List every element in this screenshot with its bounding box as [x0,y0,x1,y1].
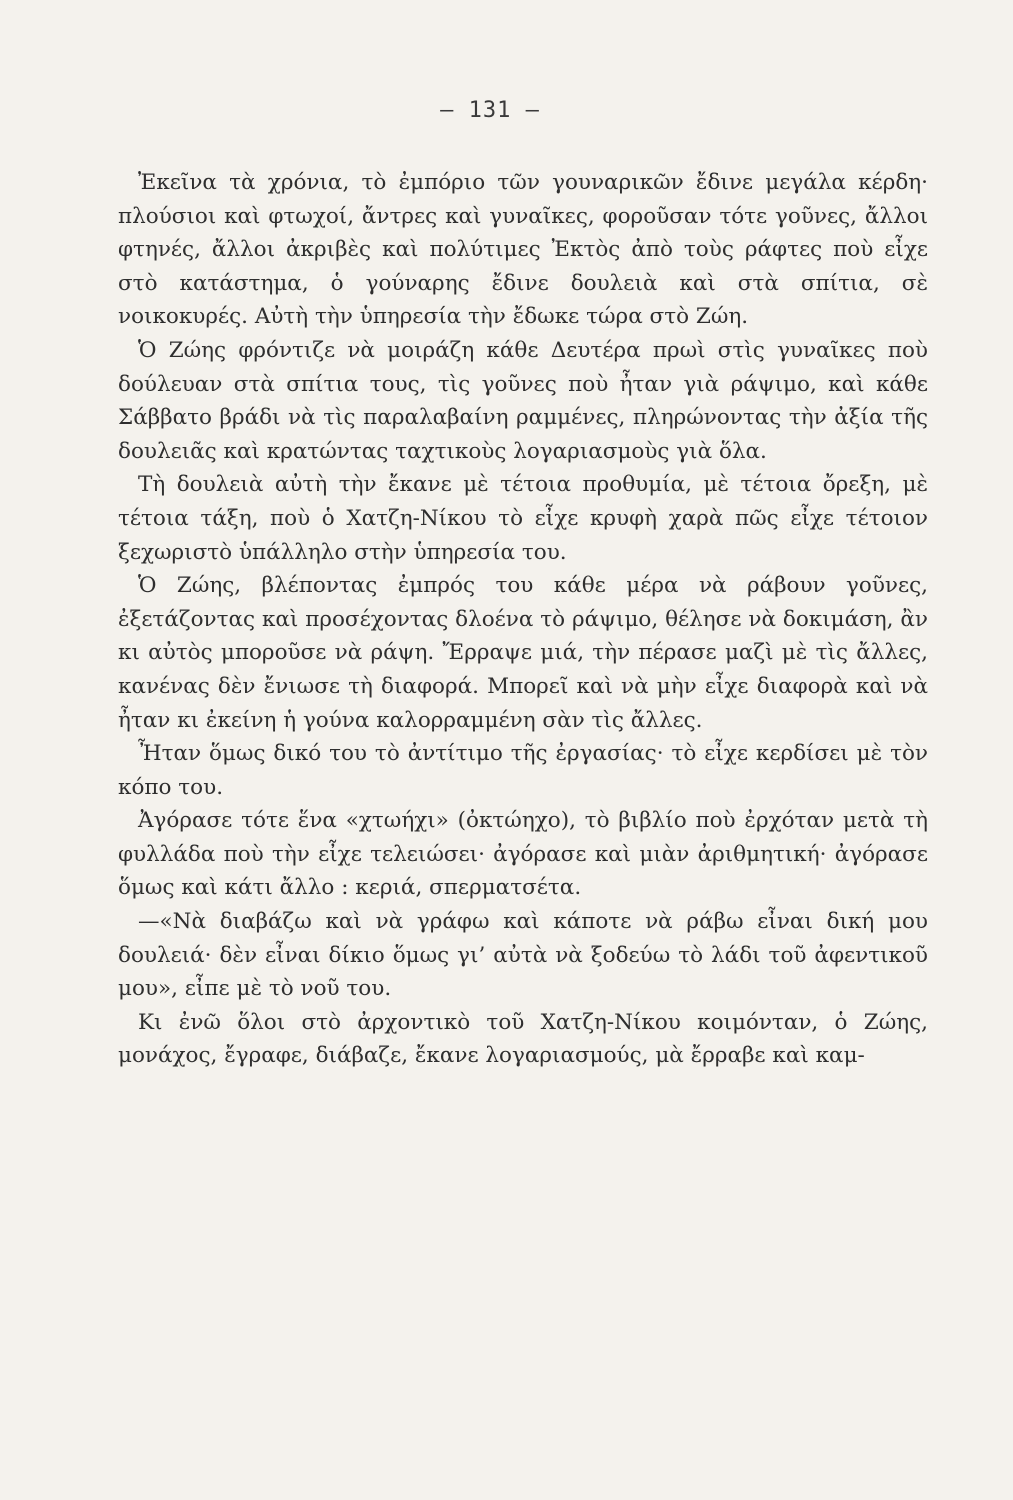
paragraph: Ὁ Ζώης φρόντιζε νὰ μοιράζη κάθε Δευτέρα πρωὶ στὶς γυναῖκες ποὺ δούλευαν στὰ σπίτια τους, τὶς γοῦνες ποὺ ἦταν γιὰ ράψιμο, καὶ κάθε Σάββατο βράδι νὰ τὶς παραλαβαίνη ραμμένες, πληρώνοντας τὴν ἀξία τῆς δουλειᾶς καὶ κρατώντας ταχτικοὺς λογαριασμοὺς γιὰ ὅλα. [118,337,928,464]
paragraph: Ἦταν ὅμως δικό του τὸ ἀντίτιμο τῆς ἐργασίας· τὸ εἶχε κερδίσει μὲ τὸν κόπο του. [118,741,928,800]
paragraph: Τὴ δουλειὰ αὐτὴ τὴν ἔκανε μὲ τέτοια προθυμία, μὲ τέτοια ὄρεξη, μὲ τέτοια τάξη, ποὺ ὁ Χατζη-Νίκου τὸ εἶχε κρυφὴ χαρὰ πῶς εἶχε τέτοιον ξεχωριστὸ ὑπάλληλο στὴν ὑπηρεσία του. [118,472,928,565]
paragraph: Ἐκεῖνα τὰ χρόνια, τὸ ἐμπόριο τῶν γουναρικῶν ἔδινε μεγάλα κέρδη· πλούσιοι καὶ φτωχοί, ἄντρες καὶ γυναῖκες, φοροῦσαν τότε γοῦνες, ἄλλοι φτηνές, ἄλλοι ἀκριβὲς καὶ πολύτιμες Ἐκτὸς ἀπὸ τοὺς ράφτες ποὺ εἶχε στὸ κατάστημα, ὁ γούναρης ἔδινε δουλειὰ καὶ στὰ σπίτια, σὲ νοικοκυρές. Αὐτὴ τὴν ὑπηρεσία τὴν ἔδωκε τώρα στὸ Ζώη. [118,170,928,330]
body-text [118,166,928,1073]
paragraph: Ὁ Ζώης, βλέποντας ἐμπρός του κάθε μέρα νὰ ράβουν γοῦνες, ἐξετάζοντας καὶ προσέχοντας δλοένα τὸ ράψιμο, θέλησε νὰ δοκιμάση, ἂν κι αὐτὸς μποροῦσε νὰ ράψη. Ἔρραψε μιά, τὴν πέρασε μαζὶ μὲ τὶς ἄλλες, κανένας δὲν ἔνιωσε τὴ διαφορά. Μπορεῖ καὶ νὰ μὴν εἶχε διαφορὰ καὶ νὰ ἦταν κι ἐκείνη ἡ γούνα καλορραμμένη σὰν τὶς ἄλλες. [118,573,928,733]
paragraph: Ἀγόρασε τότε ἕνα «χτωήχι» (ὀκτώηχο), τὸ βιβλίο ποὺ ἐρχόταν μετὰ τὴ φυλλάδα ποὺ τὴν εἶχε τελειώσει· ἀγόρασε καὶ μιὰν ἀριθμητική· ἀγόρασε ὅμως καὶ κάτι ἄλλο : κεριά, σπερματσέτα. [118,808,928,901]
paragraph: Κι ἐνῶ ὅλοι στὸ ἀρχοντικὸ τοῦ Χατζη-Νίκου κοιμόνταν, ὁ Ζώης, μονάχος, ἔγραφε, διάβαζε, ἔκανε λογαριασμούς, μὰ ἔρραβε καὶ καμ- [118,1009,928,1069]
page-number: — 131 — [440,98,540,123]
paragraph: —«Νὰ διαβάζω καὶ νὰ γράφω καὶ κάποτε νὰ ράβω εἶναι δική μου δουλειά· δὲν εἶναι δίκιο ὅμως γι’ αὐτὰ νὰ ξοδεύω τὸ λάδι τοῦ ἀφεντικοῦ μου», εἶπε μὲ τὸ νοῦ του. [118,909,928,1002]
